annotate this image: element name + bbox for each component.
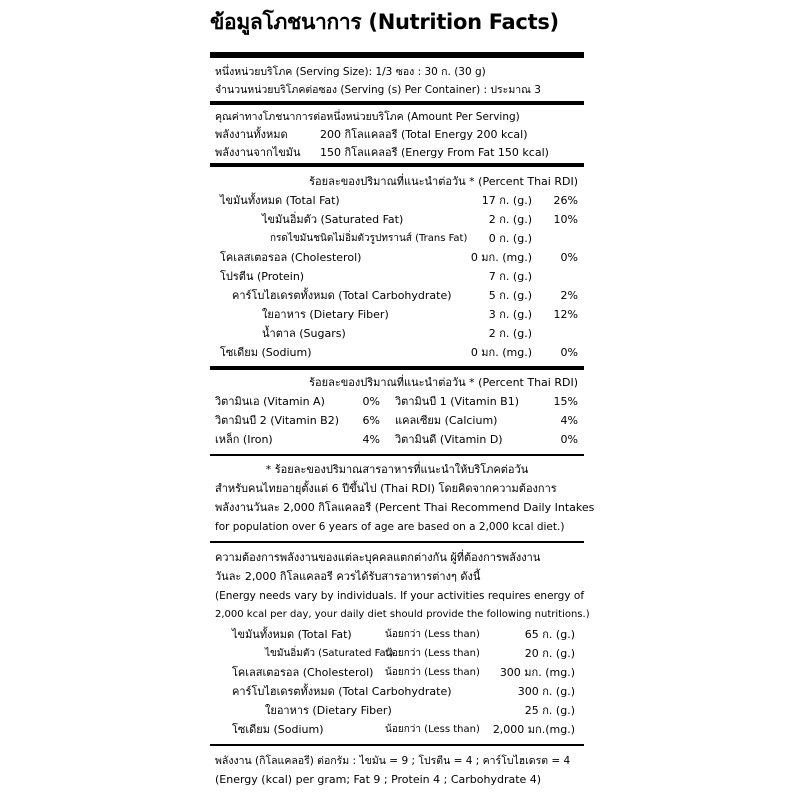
nutrient-percent: 12% bbox=[553, 308, 578, 321]
needs-line: ความต้องการพลังงานของแต่ละบุคคลแตกต่างกัน ผู้ที่ต้องการพลังงาน bbox=[215, 551, 541, 564]
nutrient-percent: 2% bbox=[560, 289, 578, 302]
vitamin-right-percent: 4% bbox=[560, 414, 578, 427]
nutrient-name: โปรตีน (Protein) bbox=[220, 270, 305, 283]
total-energy-label: พลังงานทั้งหมด bbox=[215, 128, 288, 141]
daily-value: 300 มก. (mg.) bbox=[499, 666, 575, 679]
daily-value: 300 ก. (g.) bbox=[517, 685, 575, 698]
divider bbox=[210, 541, 584, 543]
needs-line: (Energy needs vary by individuals. If your activities requires energy of bbox=[215, 590, 585, 602]
nutrient-amount: 7 ก. (g.) bbox=[488, 270, 532, 283]
fat-energy-value: 150 กิโลแคลอรี (Energy From Fat 150 kcal) bbox=[320, 146, 549, 159]
vitamin-right-name: วิตามินบี 1 (Vitamin B1) bbox=[395, 395, 520, 408]
nutrient-amount: 0 มก. (mg.) bbox=[470, 346, 532, 359]
daily-nutrient-name: ไขมันทั้งหมด (Total Fat) bbox=[232, 628, 352, 641]
vitamin-left-percent: 0% bbox=[362, 395, 380, 408]
nutrition-title: ข้อมูลโภชนาการ (Nutrition Facts) bbox=[210, 10, 559, 34]
footnote-line: สำหรับคนไทยอายุตั้งแต่ 6 ปีขึ้นไป (Thai RDI) โดยคิดจากความต้องการ bbox=[215, 482, 557, 495]
energy-per-gram-line: พลังงาน (กิโลแคลอรี) ต่อกรัม : ไขมัน = 9 ; โปรตีน = 4 ; คาร์โบไฮเดรต = 4 bbox=[215, 755, 571, 767]
vitamin-left-name: วิตามินเอ (Vitamin A) bbox=[215, 395, 325, 408]
nutrient-name: คาร์โบไฮเดรตทั้งหมด (Total Carbohydrate) bbox=[232, 289, 452, 302]
daily-value: 2,000 มก.(mg.) bbox=[492, 723, 575, 736]
vitamin-left-percent: 4% bbox=[362, 433, 380, 446]
nutrient-amount: 17 ก. (g.) bbox=[481, 194, 532, 207]
energy-per-gram-line: (Energy (kcal) per gram; Fat 9 ; Protein 4 ; Carbohydrate 4) bbox=[215, 773, 542, 786]
nutrient-percent: 0% bbox=[560, 346, 578, 359]
nutrient-name: ไขมันทั้งหมด (Total Fat) bbox=[220, 194, 340, 207]
divider bbox=[210, 101, 584, 105]
rdi-header: ร้อยละของปริมาณที่แนะนำต่อวัน * (Percent Thai RDI) bbox=[309, 175, 578, 188]
nutrient-percent: 10% bbox=[553, 213, 578, 226]
nutrient-name: กรดไขมันชนิดไม่อิ่มตัวรูปทรานส์ (Trans Fat) bbox=[270, 233, 468, 244]
daily-nutrient-name: ไขมันอิ่มตัว (Saturated Fat) bbox=[265, 648, 394, 659]
amount-per-serving-header: คุณค่าทางโภชนาการต่อหนึ่งหน่วยบริโภค (Amount Per Serving) bbox=[215, 111, 520, 123]
vitamin-right-name: วิตามินดี (Vitamin D) bbox=[395, 433, 503, 446]
nutrient-percent: 26% bbox=[553, 194, 578, 207]
daily-value: 20 ก. (g.) bbox=[524, 647, 575, 660]
divider bbox=[210, 454, 584, 456]
nutrient-name: น้ำตาล (Sugars) bbox=[262, 327, 346, 340]
divider bbox=[210, 366, 584, 370]
total-energy-value: 200 กิโลแคลอรี (Total Energy 200 kcal) bbox=[320, 128, 528, 141]
nutrition-label bbox=[210, 0, 595, 800]
daily-nutrient-name: โซเดียม (Sodium) bbox=[232, 723, 324, 736]
daily-qualifier: น้อยกว่า (Less than) bbox=[385, 667, 480, 678]
nutrient-name: ไขมันอิ่มตัว (Saturated Fat) bbox=[262, 213, 404, 226]
vitamin-right-percent: 0% bbox=[560, 433, 578, 446]
vitamin-left-name: เหล็ก (Iron) bbox=[215, 433, 273, 446]
fat-energy-label: พลังงานจากไขมัน bbox=[215, 146, 301, 159]
nutrient-percent: 0% bbox=[560, 251, 578, 264]
daily-nutrient-name: ใยอาหาร (Dietary Fiber) bbox=[265, 704, 392, 717]
servings-per-container: จำนวนหน่วยบริโภคต่อซอง (Serving (s) Per Container) : ประมาณ 3 bbox=[215, 84, 541, 96]
nutrient-amount: 5 ก. (g.) bbox=[488, 289, 532, 302]
footnote-line: for population over 6 years of age are based on a 2,000 kcal diet.) bbox=[215, 521, 565, 533]
vitamin-left-percent: 6% bbox=[362, 414, 380, 427]
footnote-line: * ร้อยละของปริมาณสารอาหารที่แนะนำให้บริโภคต่อวัน bbox=[265, 463, 529, 476]
nutrient-name: ใยอาหาร (Dietary Fiber) bbox=[262, 308, 389, 321]
nutrient-amount: 2 ก. (g.) bbox=[488, 327, 532, 340]
daily-nutrient-name: คาร์โบไฮเดรตทั้งหมด (Total Carbohydrate) bbox=[232, 685, 452, 698]
vitamins-header: ร้อยละของปริมาณที่แนะนำต่อวัน * (Percent Thai RDI) bbox=[309, 376, 578, 389]
vitamin-right-percent: 15% bbox=[553, 395, 578, 408]
daily-value: 65 ก. (g.) bbox=[524, 628, 575, 641]
needs-line: 2,000 kcal per day, your daily diet should provide the following nutritions.) bbox=[215, 609, 590, 620]
needs-line: วันละ 2,000 กิโลแคลอรี ควรได้รับสารอาหารต่างๆ ดังนี้ bbox=[215, 570, 481, 583]
vitamin-right-name: แคลเซียม (Calcium) bbox=[395, 414, 498, 427]
divider bbox=[210, 744, 584, 746]
daily-qualifier: น้อยกว่า (Less than) bbox=[385, 724, 480, 735]
daily-nutrient-name: โคเลสเตอรอล (Cholesterol) bbox=[232, 666, 374, 679]
nutrient-amount: 0 ก. (g.) bbox=[488, 232, 532, 245]
nutrient-amount: 2 ก. (g.) bbox=[488, 213, 532, 226]
nutrient-name: โคเลสเตอรอล (Cholesterol) bbox=[220, 251, 362, 264]
nutrient-amount: 3 ก. (g.) bbox=[488, 308, 532, 321]
divider bbox=[210, 52, 584, 58]
nutrient-amount: 0 มก. (mg.) bbox=[470, 251, 532, 264]
divider bbox=[210, 163, 584, 167]
nutrient-name: โซเดียม (Sodium) bbox=[220, 346, 312, 359]
footnote-line: พลังงานวันละ 2,000 กิโลแคลอรี (Percent Thai Recommend Daily Intakes bbox=[215, 501, 595, 514]
serving-size: หนึ่งหน่วยบริโภค (Serving Size): 1/3 ซอง : 30 ก. (30 g) bbox=[215, 66, 486, 78]
daily-value: 25 ก. (g.) bbox=[524, 704, 575, 717]
daily-qualifier: น้อยกว่า (Less than) bbox=[385, 629, 480, 640]
vitamin-left-name: วิตามินบี 2 (Vitamin B2) bbox=[215, 414, 340, 427]
daily-qualifier: น้อยกว่า (Less than) bbox=[385, 648, 480, 659]
